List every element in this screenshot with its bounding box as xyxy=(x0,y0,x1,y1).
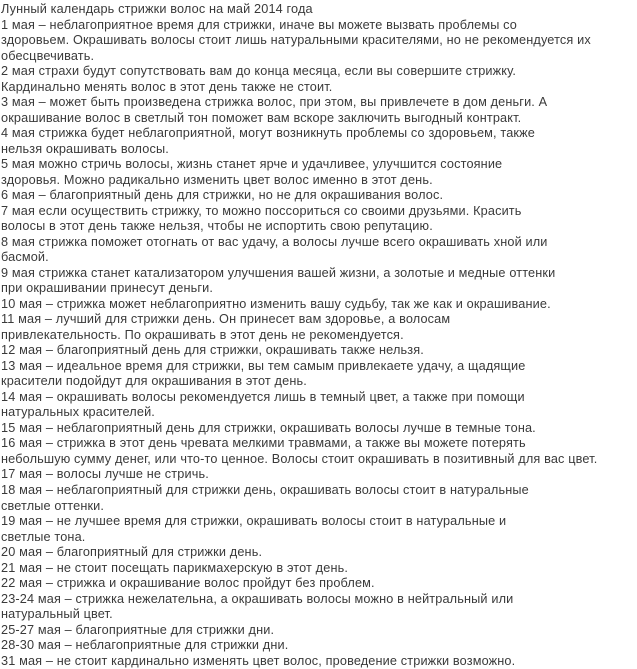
text-line: 2 мая страхи будут сопутствовать вам до конца месяца, если вы совершите стрижку. xyxy=(1,64,517,79)
text-line: 18 мая – неблагоприятный для стрижки день, окрашивать волосы стоит в натуральные xyxy=(1,482,529,497)
text-line: 19 мая – не лучшее время для стрижки, окрашивать волосы стоит в натуральные и xyxy=(1,514,507,529)
text-line: волосы в этот день также нельзя, чтобы не испортить свою репутацию. xyxy=(1,219,433,234)
text-line: нельзя окрашивать волосы. xyxy=(1,141,169,156)
text-line: красители подойдут для окрашивания в этот день. xyxy=(1,374,307,389)
text-line: 6 мая – благоприятный день для стрижки, но не для окрашивания волос. xyxy=(1,188,444,203)
text-line: натуральный цвет. xyxy=(1,607,113,622)
text-line: Кардинально менять волос в этот день также не стоит. xyxy=(1,79,333,94)
text-line: здоровья. Можно радикально изменить цвет волос именно в этот день. xyxy=(1,172,433,187)
text-line: 23-24 мая – стрижка нежелательна, а окрашивать волосы можно в нейтральный или xyxy=(1,591,514,606)
text-line: 8 мая стрижка поможет отогнать от вас удачу, а волосы лучше всего окрашивать хной или xyxy=(1,234,548,249)
calendar-body xyxy=(1,18,637,669)
text-line: 11 мая – лучший для стрижки день. Он принесет вам здоровье, а волосам xyxy=(1,312,451,327)
text-line: 5 мая можно стричь волосы, жизнь станет ярче и удачливее, улучшится состояние xyxy=(1,157,503,172)
text-line: светлые тона. xyxy=(1,529,86,544)
text-line: 10 мая – стрижка может неблагоприятно изменить вашу судьбу, так же как и окрашивание. xyxy=(1,296,551,311)
text-line: 15 мая – неблагоприятный день для стрижки, окрашивать волосы лучше в темные тона. xyxy=(1,420,536,435)
text-line: 12 мая – благоприятный день для стрижки, окрашивать также нельзя. xyxy=(1,343,424,358)
document-title: Лунный календарь стрижки волос на май 2014 года xyxy=(1,2,313,16)
text-line: небольшую сумму денег, или что-то ценное. Волосы стоит окрашивать в позитивный для вас цвет. xyxy=(1,451,598,466)
text-line: окрашивание волос в светлый тон поможет вам вскоре заключить выгодный контракт. xyxy=(1,110,522,125)
text-line: 28-30 мая – неблагоприятные для стрижки дни. xyxy=(1,638,289,653)
text-line: светлые оттенки. xyxy=(1,498,105,513)
text-line: басмой. xyxy=(1,250,49,265)
text-line: 4 мая стрижка будет неблагоприятной, могут возникнуть проблемы со здоровьем, также xyxy=(1,126,535,141)
text-line: 20 мая – благоприятный для стрижки день. xyxy=(1,545,263,560)
text-line: 14 мая – окрашивать волосы рекомендуется лишь в темный цвет, а также при помощи xyxy=(1,389,525,404)
text-line: 16 мая – стрижка в этот день чревата мелкими травмами, а также вы можете потерять xyxy=(1,436,526,451)
text-line: 3 мая – может быть произведена стрижка волос, при этом, вы привлечете в дом деньги. А xyxy=(1,95,548,110)
text-line: 13 мая – идеальное время для стрижки, вы тем самым привлекаете удачу, а щадящие xyxy=(1,358,526,373)
text-line: 25-27 мая – благоприятные для стрижки дни. xyxy=(1,622,275,637)
text-line: 1 мая – неблагоприятное время для стрижки, иначе вы можете вызвать проблемы со xyxy=(1,17,518,32)
text-line: натуральных красителей. xyxy=(1,405,155,420)
text-line: здоровьем. Окрашивать волосы стоит лишь натуральными красителями, но не рекомендуется их xyxy=(1,33,591,48)
text-line: 31 мая – не стоит кардинально изменять цвет волос, проведение стрижки возможно. xyxy=(1,653,516,668)
text-line: обесцвечивать. xyxy=(1,48,95,63)
text-line: привлекательность. По окрашивать в этот день не рекомендуется. xyxy=(1,327,404,342)
text-line: при окрашивании принесут деньги. xyxy=(1,281,214,296)
text-line: 21 мая – не стоит посещать парикмахерскую в этот день. xyxy=(1,560,349,575)
text-line: 7 мая если осуществить стрижку, то можно поссориться со своими друзьями. Красить xyxy=(1,203,522,218)
text-line: 9 мая стрижка станет катализатором улучшения вашей жизни, а золотые и медные оттенки xyxy=(1,265,556,280)
text-line: 22 мая – стрижка и окрашивание волос пройдут без проблем. xyxy=(1,576,375,591)
text-line: 17 мая – волосы лучше не стричь. xyxy=(1,467,209,482)
